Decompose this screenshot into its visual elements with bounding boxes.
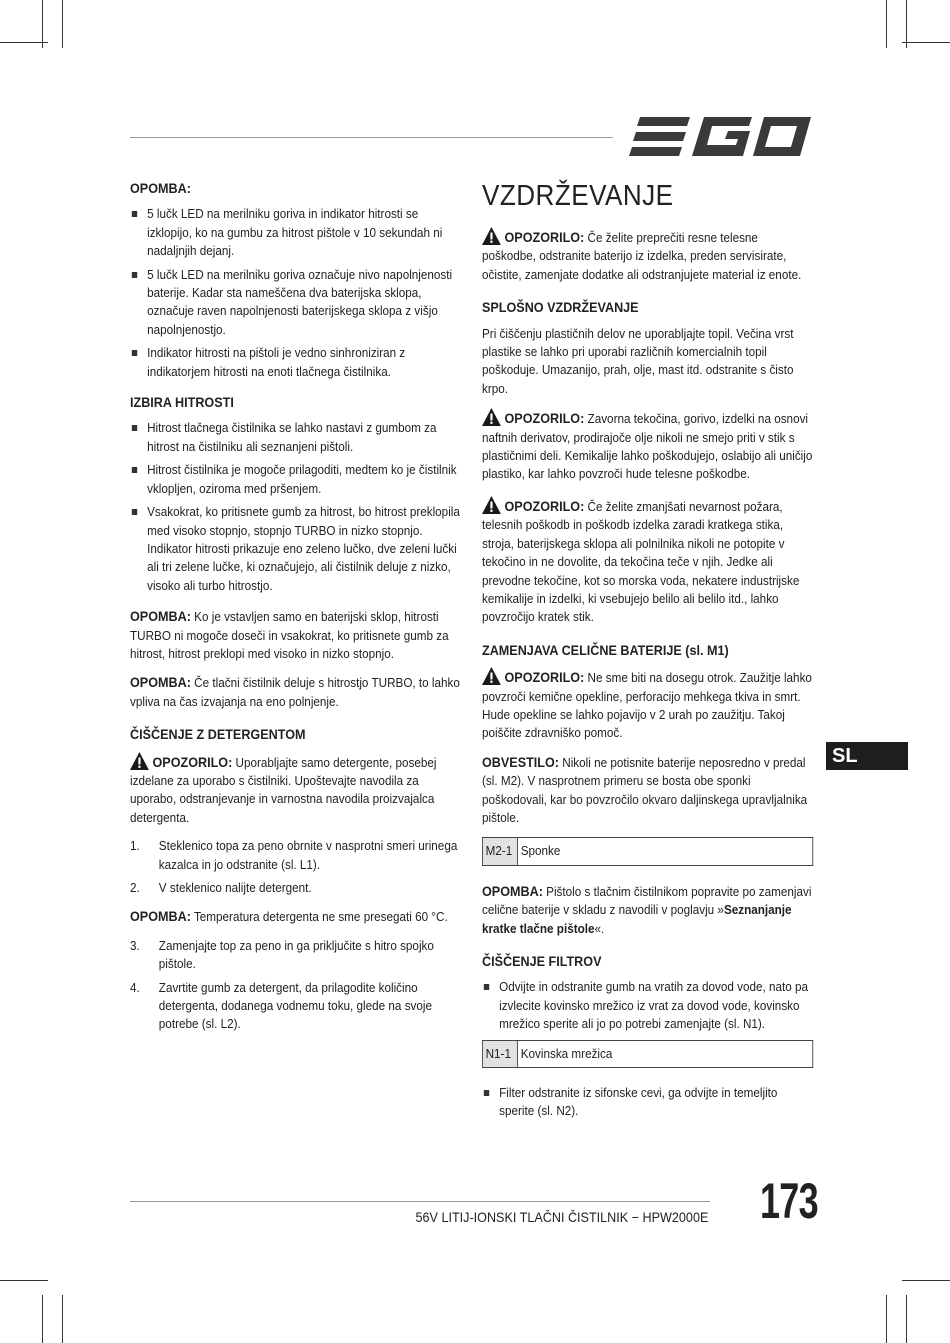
list-item: Vsakokrat, ko pritisnete gumb za hitrost, bo hitrost preklopila med visoko stopnjo, stopnjo TURBO in nizko stopnjo. Indikator hitrosti prikazuje eno zeleno lučko, dve zeleni lučki ali tri zelene lučke, ki označujejo, ali čistilnik deluje z nizko, visoko ali turbo hitrostjo. [130, 503, 460, 595]
warning-paragraph [482, 227, 813, 284]
steps-list [130, 837, 460, 897]
list-item: Indikator hitrosti na pištoli je vedno sinhroniziran z indikatorjem hitrosti na enoti tlačnega čistilnika. [130, 344, 460, 381]
chapter-reference: Seznanjanje kratke tlačne pištole [482, 902, 792, 936]
left-column [130, 179, 460, 1044]
ref-label: Sponke [518, 838, 813, 865]
filter-list [482, 1084, 813, 1121]
footer-rule [130, 1201, 710, 1202]
speed-list [130, 419, 460, 595]
note-paragraph [130, 673, 460, 711]
warning-label: OPOZORILO: [504, 229, 585, 245]
crop-mark [906, 1295, 907, 1343]
footer-title: 56V LITIJ-IONSKI TLAČNI ČISTILNIK − HPW2000E [415, 1209, 708, 1225]
warning-label: OPOZORILO: [504, 669, 585, 686]
list-item: Odvijte in odstranite gumb na vratih za dovod vode, nato pa izvlecite kovinsko mrežico iz vrat za dovod vode, kovinsko mrežico sperite ali jo po potrebi zamenjajte (sl. N1). [482, 978, 813, 1033]
warning-label: OPOZORILO: [504, 497, 585, 514]
note-text: Temperatura detergenta ne sme presegati 60 °C. [190, 909, 448, 925]
step-number: 2. [130, 880, 140, 895]
warning-text: Če želite preprečiti resne telesne poškodbe, odstranite baterijo iz izdelka, preden servisirate, očistite, zamenjate dodatke ali odstranjujete material iz enote. [482, 230, 802, 282]
step-item [130, 879, 460, 897]
body-paragraph: Pri čiščenju plastičnih delov ne uporabljajte topil. Večina vrst plastike se lahko pri uporabi različnih komercialnih topil poškoduje. Umazanijo, prah, olje, mast itd. odstranite s čisto krpo. [482, 325, 794, 396]
warning-paragraph [482, 667, 813, 743]
table-row [482, 1040, 812, 1067]
warning-label: OPOZORILO: [504, 410, 585, 427]
speed-selection-heading: IZBIRA HITROSTI [130, 394, 234, 411]
ref-label: Kovinska mrežica [518, 1040, 813, 1067]
crop-mark [62, 1295, 63, 1343]
warning-paragraph [482, 408, 813, 484]
general-maintenance-heading: SPLOŠNO VZDRŽEVANJE [482, 299, 639, 316]
note-paragraph [482, 882, 813, 938]
notice-text: Nikoli ne potisnite baterije neposredno v predal (sl. M2). V nasprotnem primeru se bosta obe sponki poškodovali, kar bo povzročilo okvaro daljinskega upravljalnika pištole. [482, 754, 808, 825]
step-text: Zavrtite gumb za detergent, da prilagodite količino detergenta, dodanega vodnemu toku, glede na svoje potrebe (sl. L2). [158, 979, 433, 1032]
ego-logo [628, 115, 813, 159]
crop-mark [902, 42, 950, 43]
list-item: Filter odstranite iz sifonske cevi, ga odvijte in temeljito sperite (sl. N2). [482, 1084, 813, 1121]
cell-battery-heading: ZAMENJAVA CELIČNE BATERIJE (sl. M1) [482, 641, 729, 658]
note-text: Če tlačni čistilnik deluje s hitrostjo TURBO, to lahko vpliva na čas izvajanja na eno polnjenje. [130, 675, 460, 709]
page-number: 173 [760, 1173, 818, 1229]
crop-mark [42, 1295, 43, 1343]
step-text: Zamenjajte top za peno in ga priključite s hitro spojko pištole. [158, 937, 434, 972]
note-heading: OPOMBA: [130, 180, 191, 196]
ref-code: N1-1 [482, 1040, 517, 1067]
crop-mark [886, 1295, 887, 1343]
warning-icon [482, 667, 501, 685]
notice-paragraph [482, 753, 813, 828]
step-text: Steklenico topa za peno obrnite v nasprotni smeri urinega kazalca in jo odstranite (sl. L1). [158, 838, 458, 872]
warning-label: OPOZORILO: [152, 753, 233, 770]
warning-paragraph [130, 752, 460, 828]
warning-icon [482, 227, 501, 245]
crop-mark [0, 42, 48, 43]
list-item: 5 lučk LED na merilniku goriva in indikator hitrosti se izklopijo, ko na gumbu za hitrost pištole v 10 sekundah ni nadaljnjih dejanj. [130, 205, 460, 260]
note-label: OPOMBA: [130, 908, 191, 925]
crop-mark [62, 0, 63, 48]
note-text: Pištolo s tlačnim čistilnikom popravite po zamenjavi celične baterije v skladu z navodili v poglavju » [482, 883, 812, 918]
step-text: V steklenico nalijte detergent. [158, 880, 312, 895]
step-number: 4. [130, 979, 140, 995]
note-label: OPOMBA: [130, 608, 191, 625]
crop-mark [906, 0, 907, 48]
steps-list [130, 937, 460, 1034]
reference-table [482, 1040, 813, 1068]
note-text: Ko je vstavljen samo en baterijski sklop, hitrosti TURBO ni mogoče doseči in vsakokrat, ko pritisnete gumb za hitrost, hitrost preklopi med visoko in nizko stopnjo. [130, 609, 449, 661]
warning-icon [482, 496, 501, 514]
crop-mark [902, 1280, 950, 1281]
step-item [130, 837, 460, 874]
step-number: 1. [130, 838, 140, 854]
language-tab: SL [826, 742, 908, 770]
reference-table [482, 837, 813, 865]
detergent-cleaning-heading: ČIŠČENJE Z DETERGENTOM [130, 726, 306, 743]
list-item: Hitrost tlačnega čistilnika se lahko nastavi z gumbom za hitrost na čistilniku ali seznanjeni pištoli. [130, 419, 460, 456]
warning-text: Če želite zmanjšati nevarnost požara, telesnih poškodb in poškodb izdelka zaradi kratkega stika, stroja, baterijskega sklopa ali polnilnika nikoli ne potopite v tekočino in ne dovolite, da tekočina teče v njih. Jedke ali prevodne tekočine, kot so morska voda, nekatere industrijske kemikalije in izdelki, ki vsebujejo belilo ali belilo itd., lahko povzročijo kratek stik. [482, 498, 800, 625]
crop-mark [0, 1280, 48, 1281]
crop-mark [42, 0, 43, 48]
note-label: OPOMBA: [482, 882, 543, 899]
list-item: Hitrost čistilnika je mogoče prilagoditi, medtem ko je čistilnik vklopljen, oziroma med pršenjem. [130, 461, 460, 498]
warning-icon [130, 752, 149, 770]
header-rule [130, 137, 613, 138]
note-paragraph [130, 907, 460, 926]
warning-text: Ne sme biti na dosegu otrok. Zaužitje lahko povzroči kemične opekline, perforacijo mehkega tkiva in smrt. Hude opekline se lahko pojavijo v 2 urah po zaužitju. Takoj poiščite zdravniško pomoč. [482, 670, 812, 741]
right-column [482, 179, 813, 1133]
step-item [130, 979, 460, 1034]
step-number: 3. [130, 937, 140, 953]
ref-code: M2-1 [482, 838, 517, 865]
warning-text: Uporabljajte samo detergente, posebej izdelane za uporabo s čistilniki. Upoštevajte navodila za uporabo, odstranjevanje in varnostna navodila proizvajalca detergenta. [130, 754, 437, 825]
warning-paragraph [482, 496, 813, 627]
crop-mark [886, 0, 887, 48]
note-paragraph [130, 607, 460, 663]
note-list [130, 205, 460, 381]
step-item [130, 937, 460, 974]
notice-label: OBVESTILO: [482, 753, 560, 770]
filter-list [482, 978, 813, 1033]
warning-text: Zavorna tekočina, gorivo, izdelki na osnovi naftnih derivatov, prodirajoče olje nikoli ne smejo priti v stik s plastičnimi deli. Kemikalije lahko poškodujejo, oslabijo ali uničijo plastiko, kar lahko povzroči hude telesne poškodbe. [482, 411, 813, 482]
note-label: OPOMBA: [130, 674, 191, 691]
list-item: 5 lučk LED na merilniku goriva označuje nivo napolnjenosti baterije. Kadar sta nameščena dva baterijska sklopa, označuje raven napolnjenosti baterijskega sklopa z višjo napolnjenostjo. [130, 266, 460, 340]
filter-cleaning-heading: ČIŠČENJE FILTROV [482, 953, 602, 969]
warning-icon [482, 408, 501, 426]
note-text-end: «. [594, 920, 605, 936]
maintenance-title: VZDRŽEVANJE [482, 180, 674, 212]
table-row [482, 838, 812, 865]
